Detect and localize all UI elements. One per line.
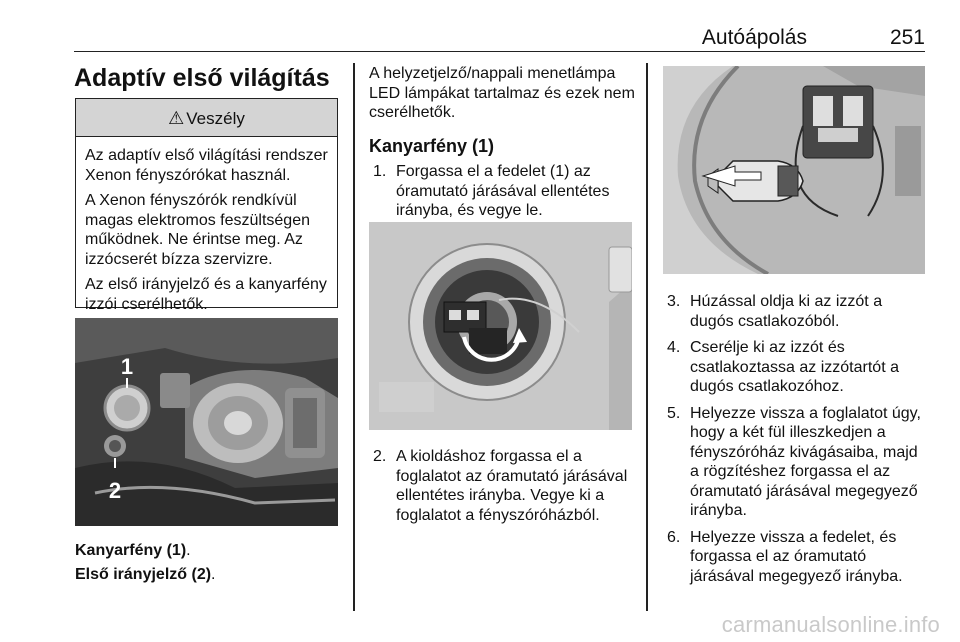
column-divider-right [646, 63, 648, 611]
step-item: 2. A kioldáshoz forgassa el a foglalatot az óramutató járásával ellentétes irányba. Vegye ki a foglalatot a fényszóróházból. [373, 448, 628, 524]
steps-list-first [373, 162, 635, 228]
bulb-socket-illustration [369, 222, 632, 430]
warning-icon: ⚠ [168, 108, 185, 128]
steps-list-second [373, 447, 635, 532]
led-intro-paragraph: A helyzetjelző/nappali menetlámpa LED lámpákat tartalmaz és ezek nem cserélhetők. [369, 65, 635, 121]
steps-list-right [667, 292, 929, 593]
callout-label-2: 2 [108, 478, 122, 503]
caption-turn-signal: Első irányjelző (2). [75, 566, 216, 583]
step-item: 4. Cserélje ki az izzót és csatlakoztassa az izzótartót a dugós csatlakozóhoz. [667, 339, 899, 395]
callout-label-1: 1 [120, 354, 134, 379]
bulb-removal-illustration [663, 66, 925, 274]
danger-paragraph: Az első irányjelző és a kanyarfény izzói cserélhetők. [85, 276, 327, 313]
watermark: carmanualsonline.info [721, 612, 940, 637]
step-item: 5. Helyezze vissza a foglalatot úgy, hogy a két fül illeszkedjen a fényszóróház kivágásaiba, majd a rögzítéshez forgassa el az óramutató járásával megegyező irányba. [667, 404, 921, 519]
danger-heading [76, 99, 337, 137]
danger-heading-text: Veszély [186, 109, 245, 128]
danger-body [76, 137, 337, 314]
step-item: 1. Forgassa el a fedelet (1) az óramutató járásával ellentétes irányba, és vegye le. [373, 163, 610, 219]
page-title: Adaptív első világítás [74, 64, 330, 92]
page-header [74, 18, 925, 52]
column-divider-left [353, 63, 355, 611]
headlight-overview-figure [75, 318, 338, 526]
danger-paragraph: Az adaptív első világítási rendszer Xenon fényszórókat használ. [85, 147, 328, 184]
cornering-light-subheading: Kanyarfény (1) [369, 136, 495, 156]
danger-box [75, 98, 338, 313]
step-item: 6. Helyezze vissza a fedelet, és forgassa el az óramutató járásával megegyező irányba. [667, 528, 903, 585]
caption-cornering-light: Kanyarfény (1). [75, 542, 191, 559]
headlight-overview-illustration [75, 318, 338, 526]
page-number: 251 [889, 26, 925, 49]
bulb-socket-figure [369, 222, 632, 430]
step-item: 3. Húzással oldja ki az izzót a dugós csatlakozóból. [667, 293, 883, 330]
section-title: Autóápolás [701, 26, 807, 49]
bulb-removal-figure [663, 66, 925, 274]
danger-paragraph: A Xenon fényszórók rendkívül magas elektromos feszültségen működnek. Ne érintse meg. Az izzócserét bízza szervizre. [85, 192, 310, 268]
